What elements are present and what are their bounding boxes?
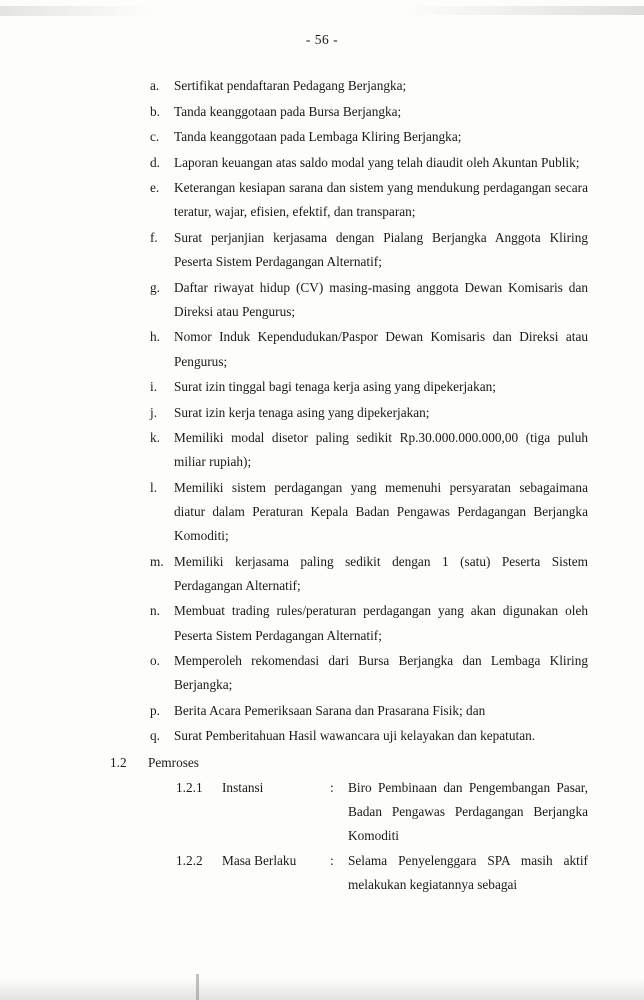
scan-artifact-bottom-mark: [196, 974, 199, 1000]
list-item: [148, 151, 588, 175]
section-title: Pemroses: [148, 754, 199, 770]
list-item-text: Sertifikat pendaftaran Pedagang Berjangka;: [174, 78, 407, 93]
section-pemroses: [110, 751, 588, 775]
list-item-marker: n.: [150, 603, 160, 619]
scan-artifact-top-left: [0, 6, 150, 16]
list-item: [148, 649, 588, 697]
list-item-marker: p.: [150, 702, 160, 718]
field-value: Selama Penyelenggara SPA masih aktif melakukan kegiatannya sebagai: [348, 852, 588, 892]
list-item-text: Memiliki sistem perdagangan yang memenuhi persyaratan sebagaimana diatur dalam Peraturan Kepala Badan Pengawas Perdagangan Berjangka Komoditi;: [174, 480, 588, 544]
list-item: [148, 226, 588, 274]
scan-artifact-bottom: [0, 978, 644, 1000]
list-item: [148, 724, 588, 748]
list-item-text: Tanda keanggotaan pada Lembaga Kliring Berjangka;: [174, 129, 462, 145]
list-item-marker: b.: [150, 103, 160, 119]
field-label: Instansi: [222, 779, 264, 795]
list-item-text: Daftar riwayat hidup (CV) masing-masing anggota Dewan Komisaris dan Direksi atau Pengurus;: [174, 279, 588, 319]
list-item-marker: a.: [150, 78, 160, 93]
list-item: [148, 375, 588, 399]
requirements-list: [148, 74, 588, 749]
field-row-masa-berlaku: [176, 849, 588, 897]
field-label: Masa Berlaku: [222, 852, 297, 868]
field-value: Biro Pembinaan dan Pengembangan Pasar, Badan Pengawas Perdagangan Berjangka Komoditi: [348, 779, 588, 843]
list-item: [148, 276, 588, 324]
list-item-marker: m.: [150, 553, 164, 569]
list-item: [148, 176, 588, 224]
list-item: [148, 325, 588, 373]
list-item: [148, 699, 588, 723]
field-number: 1.2.2: [176, 852, 203, 868]
list-item-text: Surat Pemberitahuan Hasil wawancara uji kelayakan dan kepatutan.: [174, 728, 536, 744]
page-number: - 56 -: [305, 32, 339, 47]
list-item: [148, 426, 588, 474]
list-item-marker: h.: [150, 329, 160, 345]
list-item: [148, 401, 588, 425]
list-item-marker: f.: [150, 230, 158, 246]
list-item-text: Memperoleh rekomendasi dari Bursa Berjangka dan Lembaga Kliring Berjangka;: [174, 653, 588, 693]
list-item: [148, 550, 588, 598]
list-item-marker: d.: [150, 154, 160, 170]
list-item-marker: o.: [150, 653, 160, 669]
list-item-marker: i.: [150, 379, 158, 395]
list-item-marker: l.: [150, 480, 158, 495]
list-item-text: Laporan keuangan atas saldo modal yang telah diaudit oleh Akuntan Publik;: [174, 154, 580, 170]
field-row-instansi: [176, 776, 588, 848]
page-content: [110, 74, 588, 898]
field-number: 1.2.1: [176, 779, 203, 795]
field-colon: :: [330, 852, 334, 868]
list-item: [148, 74, 588, 98]
list-item-text: Membuat trading rules/peraturan perdagangan yang akan digunakan oleh Peserta Sistem Perdagangan Alternatif;: [174, 603, 588, 643]
list-item-marker: q.: [150, 728, 160, 744]
list-item: [148, 599, 588, 647]
section-number: 1.2: [110, 754, 127, 770]
list-item-marker: k.: [150, 430, 160, 446]
field-colon: :: [330, 779, 334, 795]
list-item-text: Surat izin tinggal bagi tenaga kerja asing yang dipekerjakan;: [174, 379, 496, 395]
list-item-marker: e.: [150, 180, 160, 196]
list-item-text: Berita Acara Pemeriksaan Sarana dan Prasarana Fisik; dan: [174, 702, 486, 718]
list-item-text: Keterangan kesiapan sarana dan sistem yang mendukung perdagangan secara teratur, wajar, efisien, efektif, dan transparan;: [174, 180, 588, 220]
list-item-text: Memiliki modal disetor paling sedikit Rp.30.000.000.000,00 (tiga puluh miliar rupiah);: [174, 430, 588, 470]
list-item-text: Surat perjanjian kerjasama dengan Pialang Berjangka Anggota Kliring Peserta Sistem Perdagangan Alternatif;: [174, 230, 588, 270]
list-item-text: Tanda keanggotaan pada Bursa Berjangka;: [174, 103, 402, 119]
list-item-text: Nomor Induk Kependudukan/Paspor Dewan Komisaris dan Direksi atau Pengurus;: [174, 329, 588, 369]
section-fields: [148, 776, 588, 897]
list-item-marker: j.: [150, 404, 158, 420]
list-item-marker: g.: [150, 279, 160, 295]
list-item-marker: c.: [150, 129, 160, 145]
list-item: [148, 125, 588, 149]
list-item-text: Surat izin kerja tenaga asing yang dipekerjakan;: [174, 404, 430, 420]
scan-artifact-top-right: [404, 6, 644, 15]
list-item-text: Memiliki kerjasama paling sedikit dengan 1 (satu) Peserta Sistem Perdagangan Alternatif;: [174, 553, 588, 593]
list-item: [148, 476, 588, 548]
list-item: [148, 100, 588, 124]
